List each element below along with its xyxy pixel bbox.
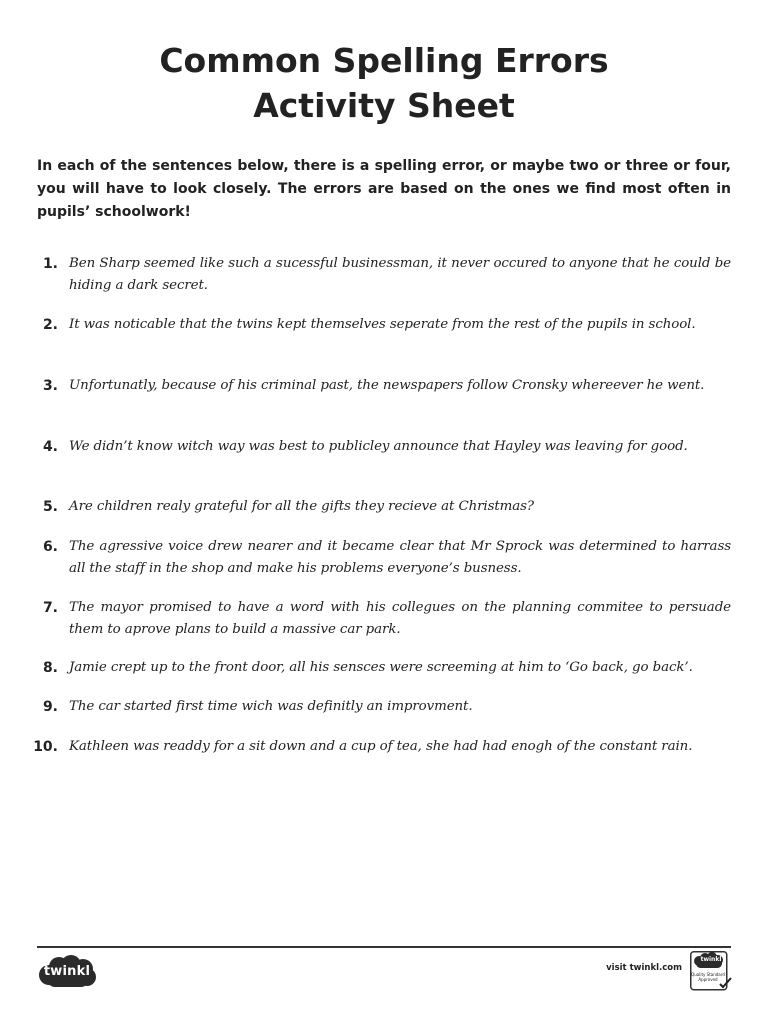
- item-number: 2.: [42, 317, 58, 333]
- instructions: In each of the sentences below, there is a spelling error, or maybe two or three or four, you will have to look closely. The errors are based on the ones we find most often in pupils’ schoolwork!: [37, 158, 731, 220]
- badge-logo-text: twinkl: [700, 956, 722, 963]
- item-number: 6.: [42, 539, 58, 555]
- item-number: 9.: [42, 699, 58, 715]
- item-sentence: Ben Sharp seemed like such a sucessful businessman, it never occured to anyone that he could be hiding a dark secret.: [69, 256, 731, 293]
- item-sentence: The agressive voice drew nearer and it became clear that Mr Sprock was determined to harrass all the staff in the shop and make his problems everyone’s busness.: [69, 539, 731, 576]
- footer-divider: [37, 946, 731, 948]
- item-sentence: Are children realy grateful for all the gifts they recieve at Christmas?: [69, 499, 534, 514]
- item-sentence: The mayor promised to have a word with his collegues on the planning commitee to persuade them to aprove plans to build a massive car park.: [69, 600, 731, 637]
- visit-link[interactable]: visit twinkl.com: [606, 963, 682, 973]
- item-sentence: The car started first time wich was definitly an improvment.: [69, 699, 473, 714]
- twinkl-logo-text: twinkl: [43, 964, 91, 979]
- item-number: 10.: [33, 739, 58, 755]
- item-sentence: Jamie crept up to the front door, all his sensces were screeming at him to ‘Go back, go back’.: [69, 660, 693, 675]
- page-title: [0, 38, 768, 128]
- item-sentence: It was noticable that the twins kept themselves seperate from the rest of the pupils in school.: [69, 317, 696, 332]
- item-number: 3.: [42, 378, 58, 394]
- page-title-line-2: Activity Sheet: [253, 86, 515, 125]
- page-title-line-1: Common Spelling Errors: [159, 41, 609, 80]
- badge-caption: Quality Standard Approved: [691, 972, 725, 982]
- item-number: 8.: [42, 660, 58, 676]
- item-sentence: We didn’t know witch way was best to publicley announce that Hayley was leaving for good.: [69, 439, 688, 454]
- item-number: 5.: [42, 499, 58, 515]
- item-number: 7.: [42, 600, 58, 616]
- item-number: 1.: [42, 256, 58, 272]
- item-sentence: Kathleen was readdy for a sit down and a cup of tea, she had had enogh of the constant rain.: [69, 739, 693, 754]
- item-number: 4.: [42, 439, 58, 455]
- item-sentence: Unfortunatly, because of his criminal past, the newspapers follow Cronsky whereever he went.: [69, 378, 705, 393]
